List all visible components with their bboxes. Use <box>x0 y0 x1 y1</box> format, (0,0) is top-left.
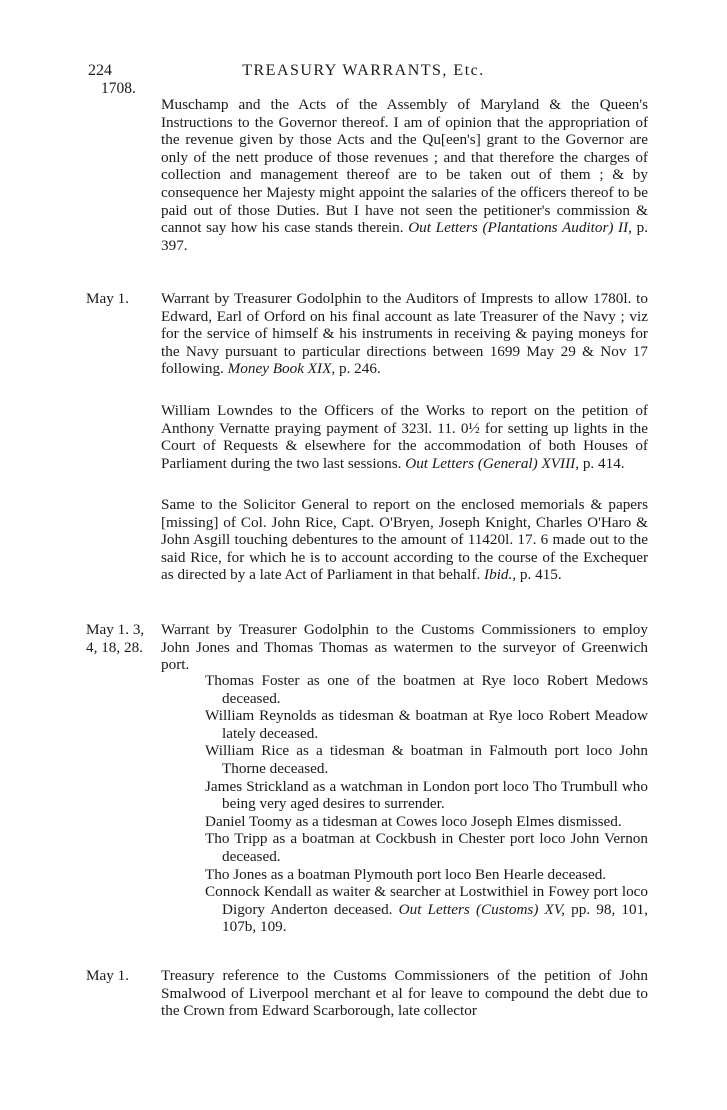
year-label: 1708. <box>101 80 136 97</box>
entry-lowndes-works <box>161 402 648 472</box>
entry-solicitor-general <box>161 496 648 584</box>
appointments-list <box>205 672 648 936</box>
entry-ref: Ibid., <box>484 566 517 584</box>
entry-date: May 1. <box>86 290 130 307</box>
entry-ref-tail: p. 414. <box>582 454 625 472</box>
list-item: William Rice as a tidesman & boatman in Falmouth port loco John Thorne deceased. <box>205 742 648 777</box>
entry-continuation <box>161 96 648 254</box>
list-item: James Strickland as a watchman in London port loco Tho Trumbull who being very aged desires to surrender. <box>205 777 648 813</box>
entry-ref-tail: pp. 98, 101, 107b, 109. <box>222 900 649 936</box>
entry-ref: Out Letters (Plantations Auditor) II, <box>408 219 632 237</box>
list-item-text: Connock Kendall as waiter & searcher at Lostwithiel in Fowey port loco Digory Anderton deceased. <box>205 883 648 918</box>
entry-text: William Lowndes to the Officers of the Works to report on the petition of Anthony Vernatte praying payment of 323l. 11. 0½ for setting up lights in the Court of Requests & elsewhere for the accommodation of both Houses of Parliament during the two last sessions. <box>161 402 648 472</box>
entry-ref: Out Letters (Customs) XV, <box>398 900 565 918</box>
list-item: Tho Tripp as a boatman at Cockbush in Chester port loco John Vernon deceased. <box>205 830 648 865</box>
page-number: 224 <box>88 62 112 79</box>
entry-customs-watermen <box>161 621 648 674</box>
list-item: Thomas Foster as one of the boatmen at Rye loco Robert Medows deceased. <box>205 672 648 707</box>
entry-text: Treasury reference to the Customs Commissioners of the petition of John Smalwood of Liverpool merchant et al for leave to compound the debt due to the Crown from Edward Scarborough, late collector <box>161 967 648 1020</box>
entry-date: May 1. <box>86 967 130 984</box>
list-item <box>205 883 648 936</box>
list-item: William Reynolds as tidesman & boatman at Rye loco Robert Meadow lately deceased. <box>205 707 648 742</box>
list-item: Tho Jones as a boatman Plymouth port loco Ben Hearle deceased. <box>205 865 607 883</box>
entry-text: Muschamp and the Acts of the Assembly of Maryland & the Queen's Instructions to the Governor thereof. I am of opinion that the appropriation of the revenue given by those Acts and the Qu[een's] grant to the Governor are only of the nett produce of those revenues ; and that therefore the charges of collection and management thereof are to be taken out of them ; & by consequence her Majesty might appoint the salaries of the officers thereof to be paid out of those Duties. But I have not seen the petitioner's commission & cannot say how his case stands therein. <box>161 96 648 237</box>
entry-ref: Money Book XIX, <box>227 360 336 378</box>
entry-ref-tail: p. 246. <box>338 360 381 378</box>
entry-treasury-reference <box>161 967 648 1020</box>
entry-ref: Out Letters (General) XVIII, <box>405 454 580 472</box>
entry-text: Same to the Solicitor General to report on the enclosed memorials & papers [missing] of Col. John Rice, Capt. O'Bryen, Joseph Knight, Charles O'Haro & John Asgill touching debentures to the amount of 11420l. 17. 6 made out to the said Rice, for which he is to account according to the course of the Exchequer as directed by a late Act of Parliament in that behalf. <box>161 496 648 584</box>
running-head: TREASURY WARRANTS, Etc. <box>242 62 485 79</box>
entry-ref-tail: p. 397. <box>161 219 649 254</box>
entry-ref-tail: p. 415. <box>519 566 562 584</box>
entry-text: Warrant by Treasurer Godolphin to the Auditors of Imprests to allow 1780l. to Edward, Earl of Orford on his final account as late Treasurer of the Navy ; viz for the service of himself & his instruments in receiving & paying moneys for the Navy pursuant to particular directions between 1699 May 29 & Nov 17 following. <box>161 290 648 378</box>
list-item: Daniel Toomy as a tidesman at Cowes loco Joseph Elmes dismissed. <box>205 812 622 830</box>
entry-warrant-orford <box>161 290 648 378</box>
entry-date: May 1. 3, 4, 18, 28. <box>86 621 145 656</box>
entry-text: Warrant by Treasurer Godolphin to the Customs Commissioners to employ John Jones and Thomas Thomas as watermen to the surveyor of Greenwich port. <box>161 621 648 674</box>
